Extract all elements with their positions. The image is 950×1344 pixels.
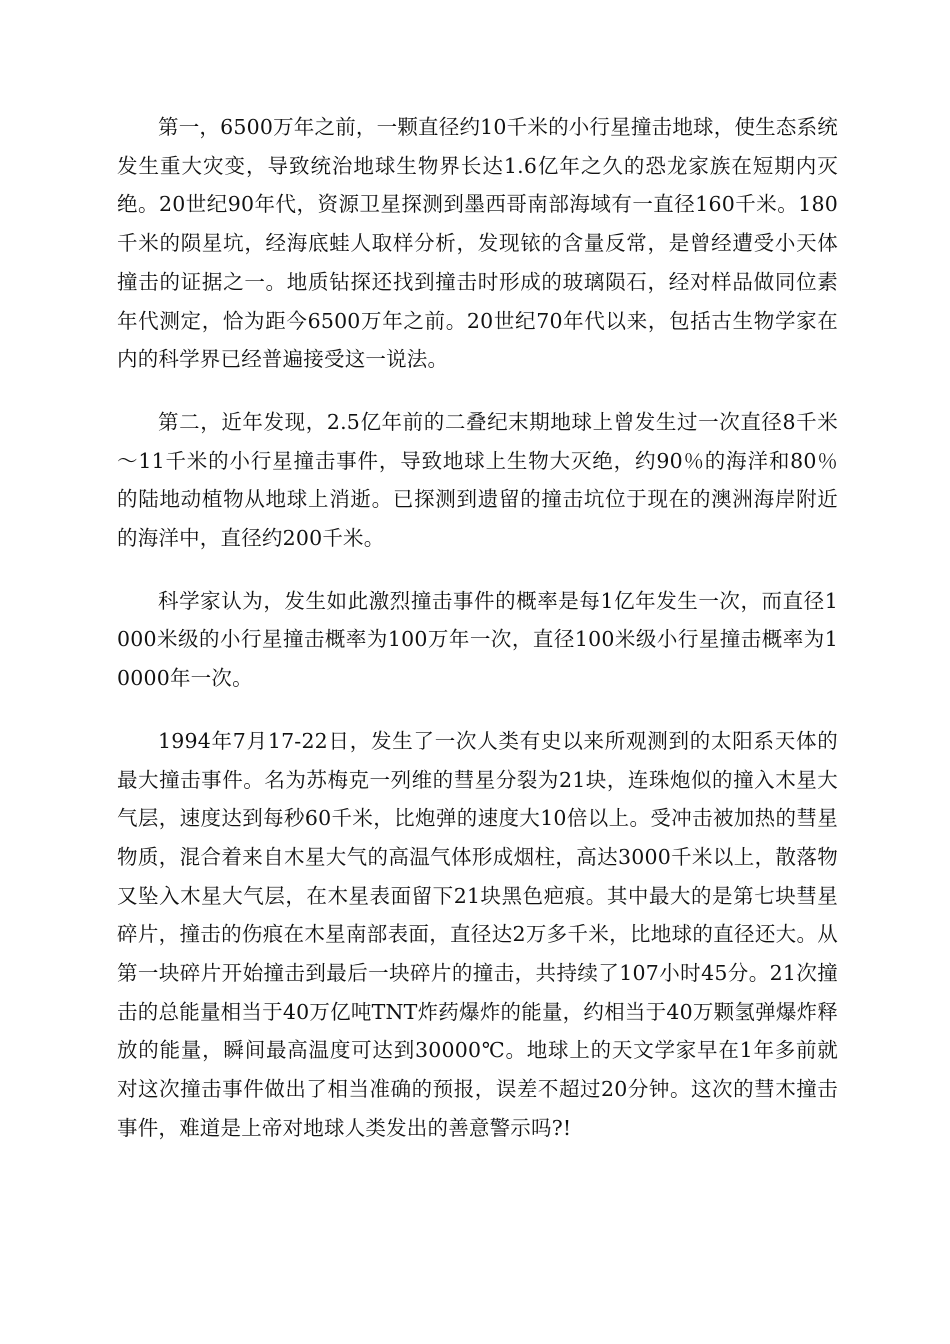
paragraph-4: 1994年7月17-22日，发生了一次人类有史以来所观测到的太阳系天体的最大撞击事件。名为苏梅克一列维的彗星分裂为21块，连珠炮似的撞入木星大气层，速度达到每秒60千米，比炮弹的速度大10倍以上。受冲击被加热的彗星物质，混合着来自木星大气的高温气体形成烟柱，高达3000千米以上，散落物又坠入木星大气层，在木星表面留下21块黑色疤痕。其中最大的是第七块彗星碎片，撞击的伤痕在木星南部表面，直径达2万多千米，比地球的直径还大。从第一块碎片开始撞击到最后一块碎片的撞击，共持续了107小时45分。21次撞击的总能量相当于40万亿吨TNT炸药爆炸的能量，约相当于40万颗氢弹爆炸释放的能量，瞬间最高温度可达到30000℃。地球上的天文学家早在1年多前就对这次撞击事件做出了相当准确的预报，误差不超过20分钟。这次的彗木撞击事件，难道是上帝对地球人类发出的善意警示吗?! [117, 728, 838, 1140]
paragraph-2: 第二，近年发现，2.5亿年前的二叠纪末期地球上曾发生过一次直径8千米～11千米的小行星撞击事件，导致地球上生物大灭绝，约90％的海洋和80％的陆地动植物从地球上消逝。已探测到遗留的撞击坑位于现在的澳洲海岸附近的海洋中，直径约200千米。 [117, 409, 838, 551]
paragraph-3: 科学家认为，发生如此激烈撞击事件的概率是每1亿年发生一次，而直径1000米级的小行星撞击概率为100万年一次，直径100米级小行星撞击概率为10000年一次。 [117, 588, 838, 691]
paragraph-1: 第一，6500万年之前，一颗直径约10千米的小行星撞击地球，使生态系统发生重大灾变，导致统治地球生物界长达1.6亿年之久的恐龙家族在短期内灭绝。20世纪90年代，资源卫星探测到墨西哥南部海域有一直径160千米。180千米的陨星坑，经海底蛙人取样分析，发现铱的含量反常，是曾经遭受小天体撞击的证据之一。地质钻探还找到撞击时形成的玻璃陨石，经对样品做同位素年代测定，恰为距今6500万年之前。20世纪70年代以来，包括古生物学家在内的科学界已经普遍接受这一说法。 [117, 115, 838, 372]
